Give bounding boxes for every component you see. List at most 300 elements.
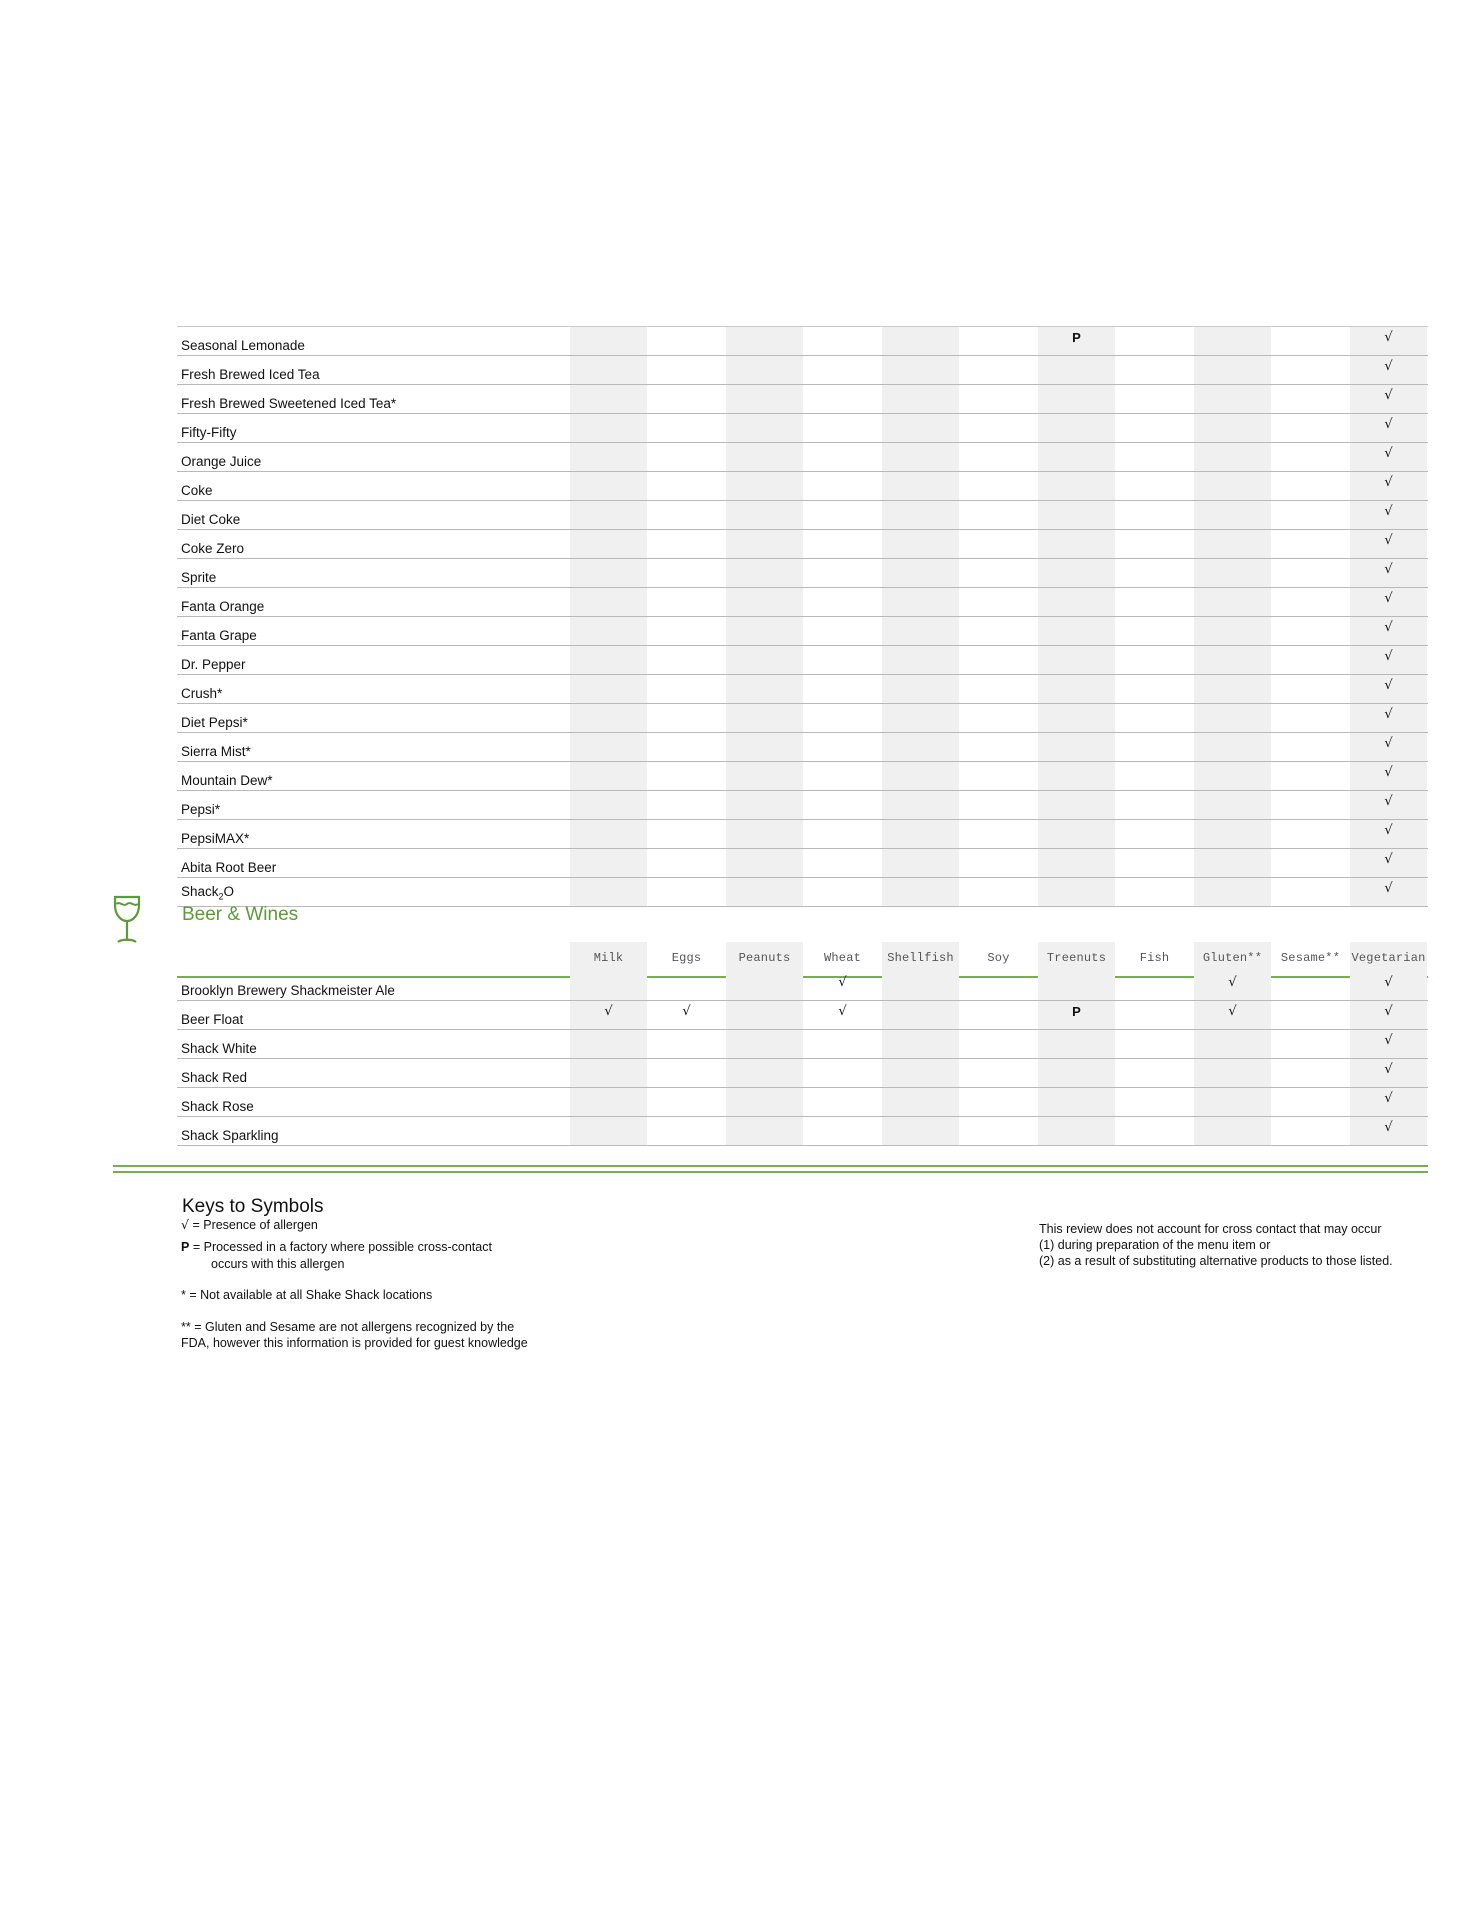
item-name-text: Seasonal Lemonade	[181, 338, 305, 353]
item-name-text: Beer Float	[181, 1012, 244, 1027]
allergen-cell	[804, 1001, 881, 1029]
allergen-cell	[804, 472, 881, 500]
key-check	[181, 1217, 318, 1233]
column-header: Peanuts	[726, 942, 803, 976]
key-processed	[181, 1239, 492, 1255]
check-symbol: √	[181, 1217, 189, 1232]
allergen-cell	[1038, 414, 1115, 442]
table-row	[177, 762, 1428, 791]
table-row	[177, 1059, 1428, 1088]
item-name	[181, 657, 246, 673]
allergen-cell	[570, 820, 647, 848]
allergen-cell	[882, 820, 959, 848]
allergen-cell	[726, 530, 803, 558]
item-name	[181, 686, 222, 702]
allergen-cell	[648, 559, 725, 587]
allergen-cell	[726, 1001, 803, 1029]
allergen-cell	[570, 878, 647, 906]
allergen-cell	[960, 878, 1037, 906]
item-name	[181, 1012, 243, 1028]
item-name-text: Shack	[181, 884, 219, 900]
allergen-cell	[1272, 501, 1349, 529]
allergen-cell	[1350, 704, 1427, 732]
allergen-check-mark: √	[1384, 388, 1393, 403]
allergen-cell	[804, 762, 881, 790]
allergen-cell	[726, 849, 803, 877]
allergen-cell	[1194, 733, 1271, 761]
item-name-text: Fresh Brewed Iced Tea	[181, 367, 320, 382]
allergen-cell	[1194, 385, 1271, 413]
table-row	[177, 472, 1428, 501]
allergen-cell	[882, 849, 959, 877]
allergen-check-mark: √	[1384, 533, 1393, 548]
allergen-cell	[1116, 1059, 1193, 1087]
table-row	[177, 849, 1428, 878]
allergen-cell	[1116, 327, 1193, 355]
allergen-cell	[1272, 559, 1349, 587]
column-header: Wheat	[823, 951, 861, 965]
table-row	[177, 733, 1428, 762]
allergen-cell	[1116, 820, 1193, 848]
allergen-check-mark: √	[838, 975, 847, 990]
allergen-cell	[1194, 820, 1271, 848]
item-name-text: Fanta Grape	[181, 628, 257, 643]
allergen-cell	[648, 1117, 725, 1145]
allergen-cell	[1272, 414, 1349, 442]
allergen-cell	[1116, 501, 1193, 529]
allergen-cell	[1038, 1030, 1115, 1058]
allergen-cell	[1350, 385, 1427, 413]
column-header: Fish	[1139, 951, 1170, 965]
allergen-check-mark: √	[1384, 359, 1393, 374]
allergen-cell	[648, 385, 725, 413]
allergen-cell	[648, 820, 725, 848]
allergen-cell	[960, 820, 1037, 848]
allergen-cell	[570, 327, 647, 355]
allergen-check-mark: √	[1384, 765, 1393, 780]
allergen-cell	[882, 791, 959, 819]
allergen-cell	[1194, 501, 1271, 529]
allergen-cell	[726, 414, 803, 442]
allergen-cell	[726, 1030, 803, 1058]
allergen-cell	[726, 733, 803, 761]
allergen-cell	[882, 646, 959, 674]
table-row	[177, 414, 1428, 443]
allergen-check-mark: √	[604, 1004, 613, 1019]
table-row	[177, 820, 1428, 849]
disclaimer-line-3: (2) as a result of substituting alternative products to those listed.	[1039, 1254, 1393, 1268]
allergen-cell	[648, 501, 725, 529]
allergen-cell	[570, 1117, 647, 1145]
allergen-cell	[804, 385, 881, 413]
table-row	[177, 588, 1428, 617]
table-row	[177, 704, 1428, 733]
allergen-cell	[882, 1030, 959, 1058]
allergen-cell	[1038, 530, 1115, 558]
allergen-cell	[1350, 762, 1427, 790]
allergen-check-mark: √	[1384, 794, 1393, 809]
allergen-cell	[1194, 849, 1271, 877]
allergen-cell	[1038, 559, 1115, 587]
item-name-text: Shack Rose	[181, 1099, 254, 1114]
allergen-cell	[1272, 820, 1349, 848]
allergen-check-mark: √	[1228, 975, 1237, 990]
allergen-cell	[960, 443, 1037, 471]
allergen-cell	[570, 1059, 647, 1087]
allergen-cell	[570, 472, 647, 500]
allergen-cell	[1116, 1030, 1193, 1058]
allergen-cell	[570, 588, 647, 616]
allergen-cell	[570, 1001, 647, 1029]
item-name-text: Abita Root Beer	[181, 860, 277, 875]
allergen-cell	[804, 1088, 881, 1116]
allergen-cell	[1038, 443, 1115, 471]
allergen-cell	[570, 501, 647, 529]
allergen-cell	[726, 501, 803, 529]
allergen-cell	[1116, 1088, 1193, 1116]
allergen-cell	[960, 646, 1037, 674]
allergen-cell	[726, 327, 803, 355]
allergen-cell	[1038, 704, 1115, 732]
item-name-text: Shack Red	[181, 1070, 248, 1085]
allergen-cell	[1194, 530, 1271, 558]
allergen-cell	[726, 559, 803, 587]
key-check-text: = Presence of allergen	[192, 1218, 318, 1232]
allergen-cell	[882, 878, 959, 906]
allergen-cell	[1194, 443, 1271, 471]
allergen-cell	[1038, 791, 1115, 819]
table-row	[177, 675, 1428, 704]
allergen-cell	[570, 1088, 647, 1116]
allergen-cell	[570, 849, 647, 877]
item-name-text: Crush*	[181, 686, 223, 701]
allergen-cell	[570, 559, 647, 587]
item-name-text: Diet Pepsi*	[181, 715, 248, 730]
allergen-check-mark: √	[1384, 417, 1393, 432]
allergen-cell	[1272, 385, 1349, 413]
allergen-cell	[882, 356, 959, 384]
allergen-cell	[1194, 1001, 1271, 1029]
allergen-cell	[726, 617, 803, 645]
allergen-cell	[1194, 472, 1271, 500]
allergen-cell	[1038, 1117, 1115, 1145]
allergen-cell	[1038, 675, 1115, 703]
allergen-cell	[960, 414, 1037, 442]
item-name	[181, 860, 276, 876]
allergen-cell	[570, 385, 647, 413]
allergen-cell	[1194, 1088, 1271, 1116]
allergen-cell	[1116, 762, 1193, 790]
allergen-cell	[882, 327, 959, 355]
allergen-cell	[960, 675, 1037, 703]
allergen-check-mark: √	[682, 1004, 691, 1019]
allergen-cell	[960, 501, 1037, 529]
allergen-cell	[1350, 791, 1427, 819]
allergen-cell	[804, 1059, 881, 1087]
allergen-cell	[1194, 1117, 1271, 1145]
allergen-cell	[1272, 617, 1349, 645]
allergen-check-mark: √	[1384, 975, 1393, 990]
allergen-cell	[1350, 820, 1427, 848]
allergen-cell	[1272, 1059, 1349, 1087]
item-name	[181, 983, 395, 999]
allergen-cell	[804, 878, 881, 906]
allergen-cell	[804, 588, 881, 616]
allergen-cell	[1272, 704, 1349, 732]
allergen-check-mark: √	[1384, 678, 1393, 693]
allergen-cell	[960, 588, 1037, 616]
allergen-cell	[1272, 530, 1349, 558]
allergen-cell	[1350, 1059, 1427, 1087]
table-row	[177, 791, 1428, 820]
allergen-check-mark: √	[1384, 649, 1393, 664]
allergen-cell	[726, 356, 803, 384]
allergen-cell	[804, 617, 881, 645]
allergen-cell	[648, 733, 725, 761]
column-header: Vegetarian	[1350, 942, 1427, 976]
table-row	[177, 356, 1428, 385]
allergen-cell	[1116, 1001, 1193, 1029]
allergen-cell	[1272, 646, 1349, 674]
allergen-cell	[1038, 972, 1115, 1000]
allergen-cell	[726, 675, 803, 703]
item-name	[181, 541, 244, 557]
allergen-check-mark: √	[1384, 591, 1393, 606]
item-name	[181, 773, 273, 789]
item-name-text: Fresh Brewed Sweetened Iced Tea*	[181, 396, 397, 411]
allergen-check-mark: √	[1384, 504, 1393, 519]
allergen-cell	[570, 1030, 647, 1058]
item-name	[181, 570, 216, 586]
allergen-check-mark: √	[1384, 562, 1393, 577]
allergen-cell	[648, 791, 725, 819]
allergen-cell	[726, 878, 803, 906]
allergen-cell	[1350, 443, 1427, 471]
allergen-cell	[1194, 972, 1271, 1000]
allergen-cell	[570, 646, 647, 674]
allergen-check-mark: √	[1384, 852, 1393, 867]
allergen-cell	[648, 646, 725, 674]
allergen-cell	[1038, 472, 1115, 500]
allergen-cell	[648, 472, 725, 500]
item-name	[181, 802, 220, 818]
allergen-cell	[960, 972, 1037, 1000]
allergen-cell	[882, 704, 959, 732]
allergen-check-mark: √	[1384, 620, 1393, 635]
allergen-cell	[1116, 675, 1193, 703]
item-name-text: Mountain Dew*	[181, 773, 273, 788]
allergen-cell	[726, 1117, 803, 1145]
table-row	[177, 1030, 1428, 1059]
key-processed-text-1: = Processed in a factory where possible cross-contact	[192, 1240, 492, 1254]
allergen-cell	[804, 704, 881, 732]
disclaimer	[1039, 1221, 1393, 1269]
table-row	[177, 530, 1428, 559]
allergen-cell	[1038, 1088, 1115, 1116]
allergen-cell	[648, 762, 725, 790]
allergen-cell	[1116, 646, 1193, 674]
allergen-cell	[1350, 1117, 1427, 1145]
section-title-beer-wines: Beer & Wines	[182, 904, 299, 925]
allergen-check-mark: √	[1384, 446, 1393, 461]
allergen-cell	[1350, 1001, 1427, 1029]
key-double-star-2: FDA, however this information is provided for guest knowledge	[181, 1336, 528, 1350]
allergen-cell	[960, 733, 1037, 761]
allergen-cell	[960, 762, 1037, 790]
allergen-cell	[1116, 849, 1193, 877]
item-name	[181, 831, 249, 847]
allergen-cell	[1038, 385, 1115, 413]
allergen-cell	[1272, 443, 1349, 471]
item-name	[181, 744, 251, 760]
allergen-cell	[1272, 472, 1349, 500]
allergen-cell	[648, 1059, 725, 1087]
allergen-cell	[1350, 849, 1427, 877]
allergen-cell	[1038, 646, 1115, 674]
item-name	[181, 425, 237, 441]
allergen-cell	[1038, 762, 1115, 790]
allergen-cell	[960, 530, 1037, 558]
allergen-cell	[1038, 588, 1115, 616]
allergen-cell	[1116, 704, 1193, 732]
allergen-cell	[1116, 972, 1193, 1000]
allergen-cell	[882, 385, 959, 413]
allergen-cell	[1272, 1001, 1349, 1029]
table-row	[177, 326, 1428, 356]
allergen-cell	[1116, 1117, 1193, 1145]
allergen-cell	[882, 588, 959, 616]
allergen-cell	[1194, 327, 1271, 355]
allergen-cell	[1038, 733, 1115, 761]
allergen-cell	[726, 972, 803, 1000]
allergen-cell	[1038, 501, 1115, 529]
item-name	[181, 884, 234, 905]
allergen-cell	[1116, 443, 1193, 471]
allergen-cell	[882, 501, 959, 529]
processed-symbol: P	[181, 1240, 190, 1254]
allergen-cell	[960, 1117, 1037, 1145]
allergen-cell	[1038, 1059, 1115, 1087]
allergen-cell	[648, 327, 725, 355]
allergen-cell	[1272, 972, 1349, 1000]
allergen-cell	[804, 849, 881, 877]
allergen-check-mark: √	[1384, 1062, 1393, 1077]
allergen-cell	[1350, 878, 1427, 906]
allergen-cell	[1272, 733, 1349, 761]
allergen-cell	[882, 1088, 959, 1116]
table-row	[177, 617, 1428, 646]
allergen-cell	[1350, 501, 1427, 529]
allergen-cell	[726, 472, 803, 500]
divider-rule-bottom	[113, 1171, 1428, 1173]
allergen-cell	[648, 878, 725, 906]
table-row	[177, 385, 1428, 414]
allergen-cell	[960, 1030, 1037, 1058]
allergen-check-mark: √	[1384, 823, 1393, 838]
table-row	[177, 1088, 1428, 1117]
item-name-text: Coke	[181, 483, 213, 498]
allergen-cell	[1194, 588, 1271, 616]
allergen-cell	[648, 1001, 725, 1029]
allergen-cell	[1116, 791, 1193, 819]
column-header: Soy	[987, 951, 1010, 965]
allergen-cell	[726, 820, 803, 848]
allergen-cell	[1350, 972, 1427, 1000]
allergen-cell	[960, 849, 1037, 877]
allergen-cell	[1350, 588, 1427, 616]
allergen-cell	[726, 762, 803, 790]
allergen-cell	[960, 327, 1037, 355]
table-row	[177, 1117, 1428, 1146]
allergen-cell	[960, 385, 1037, 413]
allergen-cell	[804, 791, 881, 819]
allergen-cell	[648, 588, 725, 616]
allergen-cell	[1116, 414, 1193, 442]
allergen-cell	[726, 385, 803, 413]
allergen-cell	[648, 849, 725, 877]
allergen-cell	[570, 414, 647, 442]
allergen-cell	[1272, 327, 1349, 355]
allergen-cell	[1194, 414, 1271, 442]
allergen-cell	[726, 646, 803, 674]
allergen-cell	[960, 356, 1037, 384]
allergen-cell	[1116, 559, 1193, 587]
allergen-cell	[1350, 1030, 1427, 1058]
table-row	[177, 1001, 1428, 1030]
allergen-cell	[960, 559, 1037, 587]
allergen-cell	[570, 791, 647, 819]
allergen-cell	[570, 675, 647, 703]
allergen-cell	[882, 675, 959, 703]
allergen-cell	[804, 559, 881, 587]
allergen-cell	[1038, 1001, 1115, 1029]
allergen-cell	[1038, 356, 1115, 384]
column-header: Treenuts	[1038, 942, 1115, 976]
allergen-cell	[648, 443, 725, 471]
allergen-cell	[648, 675, 725, 703]
item-name-text: Fifty-Fifty	[181, 425, 237, 440]
allergen-cell	[1194, 762, 1271, 790]
allergen-cell	[1272, 1030, 1349, 1058]
allergen-cell	[570, 617, 647, 645]
allergen-cell	[804, 820, 881, 848]
allergen-cell	[882, 443, 959, 471]
item-name-text: Shack Sparkling	[181, 1128, 279, 1143]
allergen-cell	[804, 733, 881, 761]
item-name-text: Sierra Mist*	[181, 744, 251, 759]
allergen-cell	[1038, 878, 1115, 906]
allergen-cell	[1194, 646, 1271, 674]
allergen-cell	[570, 443, 647, 471]
allergen-cell	[726, 1088, 803, 1116]
item-name	[181, 715, 248, 731]
allergen-cell	[882, 559, 959, 587]
allergen-cell	[1350, 675, 1427, 703]
keys-title: Keys to Symbols	[182, 1196, 324, 1217]
allergen-cell	[1350, 733, 1427, 761]
allergen-cell	[1350, 559, 1427, 587]
allergen-check-mark: √	[838, 1004, 847, 1019]
allergen-cell	[1350, 1088, 1427, 1116]
allergen-cell	[1038, 617, 1115, 645]
allergen-cell	[960, 472, 1037, 500]
allergen-cell	[804, 414, 881, 442]
allergen-check-mark: √	[1384, 736, 1393, 751]
allergen-cell	[1194, 559, 1271, 587]
allergen-cell	[1272, 1088, 1349, 1116]
allergen-cell	[726, 1059, 803, 1087]
allergen-cell	[1038, 849, 1115, 877]
